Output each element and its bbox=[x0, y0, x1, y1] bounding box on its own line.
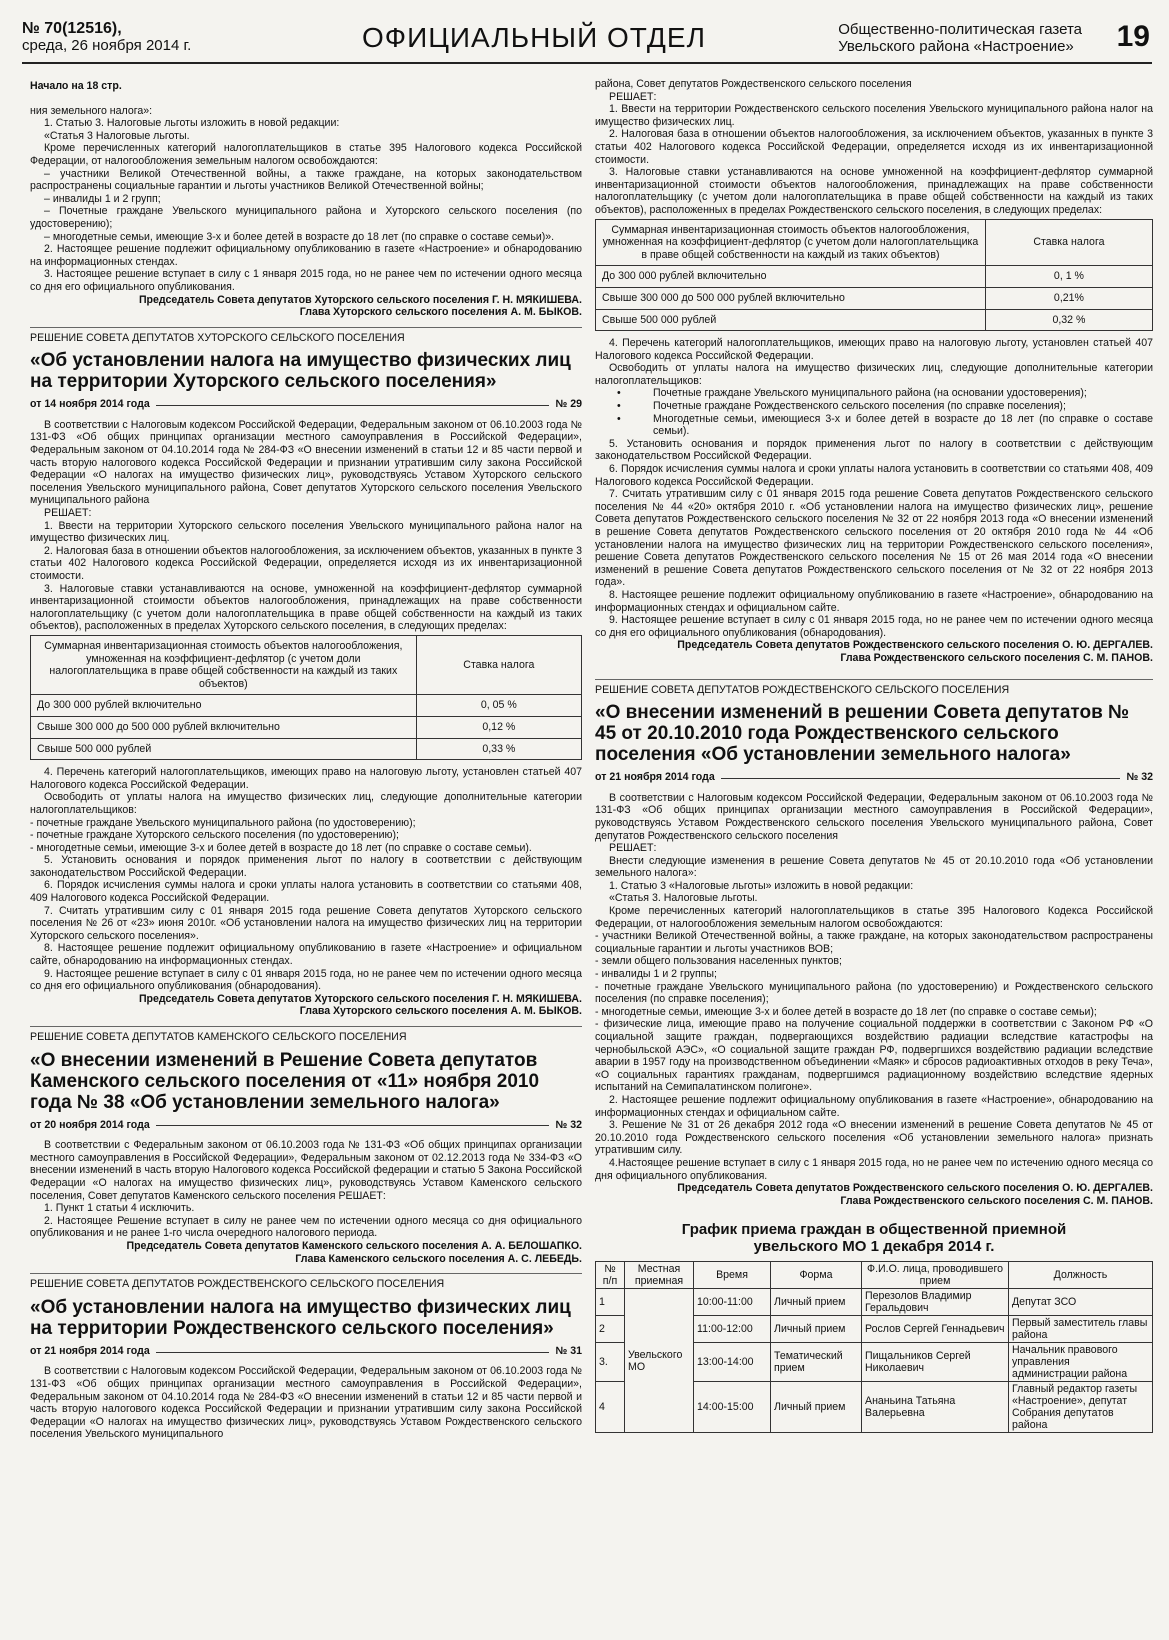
decision-date: от 21 ноября 2014 года bbox=[30, 1344, 150, 1357]
decision-date: от 21 ноября 2014 года bbox=[595, 771, 715, 784]
paragraph: - участники Великой Отечественной войны, а также граждане, на которых законодательством распространены социальные гарантии и льготы участников ВОВ; bbox=[595, 930, 1153, 955]
article-headline: «О внесении изменений в Решение Совета депутатов Каменского сельского поселения от «11» ноября 2010 года № 38 «Об установлении земельного налога» bbox=[30, 1049, 540, 1113]
table-cell: До 300 000 рублей включительно bbox=[31, 695, 417, 717]
tax-rate-table bbox=[30, 635, 582, 760]
decision-date: от 20 ноября 2014 года bbox=[30, 1118, 150, 1131]
table-header: Ставка налога bbox=[416, 635, 581, 694]
paragraph: 9. Настоящее решение вступает в силу с 01 января 2015 года, но не ранее чем по истечении одного месяца со дня его официального опубликования (обнародования). bbox=[595, 614, 1153, 639]
table-cell: 0, 1 % bbox=[985, 266, 1152, 288]
schedule-title-line1: График приема граждан в общественной приемной bbox=[681, 1221, 1067, 1239]
section-kicker: РЕШЕНИЕ СОВЕТА ДЕПУТАТОВ КАМЕНСКОГО СЕЛЬСКОГО ПОСЕЛЕНИЯ bbox=[30, 1026, 582, 1044]
paragraph: – инвалиды 1 и 2 групп; bbox=[44, 192, 161, 205]
table-cell: Свыше 500 000 рублей bbox=[31, 738, 417, 760]
article-headline: «Об установлении налога на имущество физических лиц на территории Хуторского сельского поселения» bbox=[30, 350, 571, 393]
paragraph: 8. Настоящее решение подлежит официальному опубликованию в газете «Настроение» и официальном сайте, обнародованию на информационных стендах. bbox=[30, 942, 582, 968]
paragraph: района, Совет депутатов Рождественского сельского поселения bbox=[595, 78, 912, 90]
table-cell: Личный прием bbox=[771, 1289, 862, 1316]
paragraph: «Статья 3 Налоговые льготы. bbox=[44, 129, 190, 142]
paragraph: - инвалиды 1 и 2 группы; bbox=[595, 968, 717, 981]
section-kicker: РЕШЕНИЕ СОВЕТА ДЕПУТАТОВ ХУТОРСКОГО СЕЛЬСКОГО ПОСЕЛЕНИЯ bbox=[30, 327, 582, 345]
table-cell: Тематический прием bbox=[771, 1343, 862, 1382]
dateline bbox=[30, 1345, 582, 1358]
paragraph: 7. Считать утратившим силу с 01 января 2015 года решение Совета депутатов Рождественского сельского поселения № 44 «20» октября 2010 г. «Об установлении налога на имущество физических лиц», решение Совета депутатов Рождественского сельского поселения № 32 от 22 ноября 2013 года «О внесении изменений в решение Совета депутатов Рождественского сельского поселения от 20 октября 2010 года № 44 «Об установлении налога на имущество физических лиц на территории Рождественского сельского поселения», решение Совета депутатов Рождественского сельского поселения № 15 от 26 мая 2014 года «О внесении изменений в решение Совета депутатов Рождественского сельского поселения от № 32 от 22 ноября 2013 года». bbox=[595, 488, 1153, 589]
paragraph: 8. Настоящее решение подлежит официальному опубликованию в газете «Настроение», обнародованию на информационных стендах и официальном сайте. bbox=[595, 588, 1153, 614]
table-header: № п/п bbox=[596, 1262, 625, 1289]
table-header-row bbox=[596, 1262, 1153, 1289]
table-cell: Депутат ЗСО bbox=[1009, 1289, 1153, 1316]
dateline bbox=[30, 398, 582, 411]
section-kicker: РЕШЕНИЕ СОВЕТА ДЕПУТАТОВ РОЖДЕСТВЕНСКОГО СЕЛЬСКОГО ПОСЕЛЕНИЯ bbox=[595, 679, 1153, 697]
tax-rate-table bbox=[595, 219, 1153, 332]
table-header-row bbox=[31, 635, 582, 694]
paragraph: 6. Порядок исчисления суммы налога и сроки уплаты налога установить в соответствии со статьями 408, 409 Налогового кодекса Российской Федерации. bbox=[30, 879, 582, 905]
dateline-rule bbox=[156, 405, 550, 406]
table-cell: Ананьина Татьяна Валерьевна bbox=[862, 1382, 1009, 1433]
schedule-title bbox=[595, 1221, 1153, 1255]
paragraph: - физические лица, имеющие право на получение социальной поддержки в соответствии с Законом РФ «О социальной защите граждан, подвергающихся воздействию радиации вследствие катастрофы на чернобыльской АЭС», «О социальной защите граждан РФ, подвергшихся воздействию радиации вследствие аварии в 1957 году на производственном объединении «Маяк» и сбросов радиоактивных отходов в реку Теча», «О социальных гарантиях гражданам, подвергшимся радиационному воздействию вследствие ядерных испытаний на Семипалатинском полигоне». bbox=[595, 1018, 1153, 1094]
issue-info bbox=[22, 20, 191, 54]
paragraph: «Статья 3. Налоговые льготы. bbox=[609, 892, 758, 905]
paragraph: Кроме перечисленных категорий налогоплательщиков в статье 395 Налогового Кодекса Российской Федерации, от налогообложения земельным налогом освобождаются: bbox=[595, 905, 1153, 930]
dateline-rule bbox=[156, 1352, 550, 1353]
paragraph: Кроме перечисленных категорий налогоплательщиков в статье 395 Налогового кодекса Российской Федерации, от налогообложения земельным налогом освобождаются: bbox=[30, 142, 582, 167]
table-cell: До 300 000 рублей включительно bbox=[596, 266, 986, 288]
paper-name bbox=[838, 21, 1082, 55]
table-cell: 2 bbox=[596, 1316, 625, 1343]
table-cell: 10:00-11:00 bbox=[694, 1289, 771, 1316]
paragraph: В соответствии с Налоговым кодексом Российской Федерации, Федеральным законом от 06.10.2003 года № 131-ФЗ «Об общих принципах организации местного самоуправления в Российской Федерации», руководствуясь Уставом Рождественского сельского поселения Увельского муниципального района, Совет депутатов Рождественского сельского поселения bbox=[595, 791, 1153, 842]
table-cell: 0,33 % bbox=[416, 738, 581, 760]
paragraph: - почетные граждане Хуторского сельского поселения (по удостоверению); bbox=[30, 829, 399, 842]
table-cell: Пищальников Сергей Николаевич bbox=[862, 1343, 1009, 1382]
table-cell: Личный прием bbox=[771, 1382, 862, 1433]
paragraph: 2. Настоящее решение подлежит официальному опубликования в газете «Настроение», обнародованию на информационных стендах и официальном сайте. bbox=[595, 1093, 1153, 1119]
table-header: Форма bbox=[771, 1262, 862, 1289]
decision-date: от 14 ноября 2014 года bbox=[30, 398, 150, 411]
paper-name-line1: Общественно-политическая газета bbox=[838, 21, 1082, 38]
table-row bbox=[596, 287, 1153, 309]
table-cell: 14:00-15:00 bbox=[694, 1382, 771, 1433]
paragraph: 2. Настоящее Решение вступает в силу не ранее чем по истечении одного месяца со дня официального опубликования и не ранее 1-го числа очередного налогового периода. bbox=[30, 1214, 582, 1240]
paragraph: В соответствии с Налоговым кодексом Российской Федерации, Федеральным законом от 06.10.2003 года № 131-ФЗ «Об общих принципах организации местного самоуправления в Российской Федерации», Федеральным законом от 04.10.2014 года № 284-ФЗ «О внесении изменений в статьи 12 и 85 части первой и часть вторую налогового кодекса Российской Федерации и признании утратившим силу закона Российской Федерации «О налогах на имущество физических лиц», руководствуясь Уставом Рождественского сельского поселения Увельского муниципального bbox=[30, 1365, 582, 1441]
masthead bbox=[22, 16, 1152, 64]
paragraph: – участники Великой Отечественной войны, а также граждане, на которых законодательством распространены социальные гарантии и льготы участников Великой Отечественной войны; bbox=[30, 167, 582, 193]
table-header: Должность bbox=[1009, 1262, 1153, 1289]
paragraph: 4.Настоящее решение вступает в силу с 1 января 2015 года, но не ранее чем по истечению одного месяца со дня официального опубликования. bbox=[595, 1156, 1153, 1182]
dateline bbox=[30, 1119, 582, 1132]
table-cell: Рослов Сергей Геннадьевич bbox=[862, 1316, 1009, 1343]
paragraph: 5. Установить основания и порядок применения льгот по налогу в соответствии с действующим законодательством Российской Федерации. bbox=[595, 437, 1153, 463]
paragraph: - многодетные семьи, имеющие 3-х и более детей в возрасте до 18 лет (по справке о составе семьи). bbox=[30, 841, 532, 854]
left-column bbox=[30, 80, 582, 1441]
paragraph: 6. Порядок исчисления суммы налога и сроки уплаты налога установить в соответствии со статьями 408, 409 Налогового кодекса Российской Федерации. bbox=[595, 463, 1153, 488]
paragraph: 2. Налоговая база в отношении объектов налогообложения, за исключением объектов, указанных в пункте 3 статьи 402 Налогового кодекса Российской Федерации, определяется исходя из их инвентаризационной стоимости. bbox=[30, 544, 582, 582]
table-cell-place: Увельского МО bbox=[625, 1289, 694, 1433]
paragraph: - земли общего пользования населенных пунктов; bbox=[595, 955, 842, 968]
paragraph: 3. Настоящее решение вступает в силу с 1 января 2015 года, но не ранее чем по истечении одного месяца со дня его официального опубликования. bbox=[30, 268, 582, 293]
paragraph: 1. Статью 3. Налоговые льготы изложить в новой редакции: bbox=[44, 117, 340, 130]
signature: Председатель Совета депутатов Хуторского сельского поселения Г. Н. МЯКИШЕВА. bbox=[138, 293, 582, 306]
dateline-rule bbox=[721, 778, 1121, 779]
paragraph: - многодетные семьи, имеющие 3-х и более детей в возрасте до 18 лет (по справке о составе семьи); bbox=[595, 1005, 1097, 1018]
bullet-item: • Многодетные семьи, имеющиеся 3-х и более детей в возрасте до 18 лет (по справке о составе семьи). bbox=[595, 413, 1153, 438]
table-header: Местная приемная bbox=[625, 1262, 694, 1289]
article-headline: «Об установлении налога на имущество физических лиц на территории Рождественского сельского поселения» bbox=[30, 1296, 571, 1339]
paragraph: 5. Установить основания и порядок применения льгот по налогу в соответствии с действующим законодательством Российской Федерации. bbox=[30, 854, 582, 879]
table-cell: Перезолов Владимир Геральдович bbox=[862, 1289, 1009, 1316]
table-row bbox=[596, 309, 1153, 331]
right-column bbox=[595, 78, 1153, 1433]
paragraph: 2. Настоящее решение подлежит официальному опубликованию в газете «Настроение» и обнародованию на информационных стендах. bbox=[30, 243, 582, 268]
bullet-item: • Почетные граждане Рождественского сельского поселения (по справке поселения); bbox=[595, 400, 1153, 413]
table-cell: 0,21% bbox=[985, 287, 1152, 309]
table-cell: 0, 05 % bbox=[416, 695, 581, 717]
paragraph: - почетные граждане Увельского муниципального района (по удостоверению); bbox=[30, 816, 416, 829]
paragraph: ния земельного налога»: bbox=[30, 104, 153, 117]
table-row bbox=[31, 738, 582, 760]
table-header: Суммарная инвентаризационная стоимость объектов налогообложения, умноженная на коэффициент-дефлятор (с учетом доли налогоплательщика в праве общей собственности на каждый из таких объектов) bbox=[31, 635, 417, 694]
issue-number: № 70(12516), bbox=[22, 20, 122, 37]
table-row bbox=[596, 1289, 1153, 1316]
paragraph: 9. Настоящее решение вступает в силу с 01 января 2015 года, но не ранее чем по истечении одного месяца со дня его официального опубликования (обнародования). bbox=[30, 967, 582, 993]
paragraph: - почетные граждане Увельского муниципального района (по удостоверению) и Рождественского сельского поселения (по справке поселения); bbox=[595, 980, 1153, 1006]
paragraph: 4. Перечень категорий налогоплательщиков, имеющих право на налоговую льготу, установлен статьей 407 Налогового кодекса Российской Федерации. bbox=[30, 766, 582, 791]
table-cell: 0,12 % bbox=[416, 716, 581, 738]
decision-number: № 32 bbox=[555, 1118, 582, 1131]
paragraph: В соответствии с Налоговым кодексом Российской Федерации, Федеральным законом от 06.10.2003 года № 131-ФЗ «Об общих принципах организации местного самоуправления в Российской Федерации», Федеральным законом от 04.10.2014 года № 284-ФЗ «О внесении изменений в статьи 12 и 85 части первой и часть вторую налогового кодекса Российской Федерации и признании утратившим силу закона Российской Федерации «О налогах на имущество физических лиц», руководствуясь Уставом Хуторского сельского поселения Увельского муниципального района, Совет депутатов Хуторского сельского поселения Увельского муниципального района bbox=[30, 418, 582, 507]
paragraph: РЕШАЕТ: bbox=[609, 90, 657, 103]
bullet-item: • Почетные граждане Увельского муниципального района (на основании удостоверения); bbox=[595, 387, 1153, 400]
decision-number: № 32 bbox=[1126, 771, 1153, 784]
paragraph: 3. Решение № 31 от 26 декабря 2012 года «О внесении изменений в решение Совета депутатов № 45 от 20.10.2010 года Рождественского сельского поселения «Об установлении земельного налога» признать утратившим силу. bbox=[595, 1119, 1153, 1157]
table-row bbox=[596, 266, 1153, 288]
paragraph: 3. Налоговые ставки устанавливаются на основе, умноженной на коэффициент-дефлятор суммарной инвентаризационной стоимости объектов налогообложения, принадлежащих на праве собственности налогоплательщику (с учетом доли налогоплательщика в праве общей собственности на каждый из таких объектов), расположенных в пределах Хуторского сельского поселения, в следующих пределах: bbox=[30, 582, 582, 633]
paragraph: 1. Ввести на территории Рождественского сельского поселения Увельского муниципального района налог на имущество физических лиц. bbox=[595, 103, 1153, 128]
paragraph: 1. Ввести на территории Хуторского сельского поселения Увельского муниципального района налог на имущество физических лиц. bbox=[30, 519, 582, 545]
table-header: Ставка налога bbox=[985, 219, 1152, 266]
table-cell: 0,32 % bbox=[985, 309, 1152, 331]
table-row bbox=[31, 695, 582, 717]
signature: Глава Хуторского сельского поселения А. М. БЫКОВ. bbox=[299, 306, 582, 319]
signature: Председатель Совета депутатов Каменского сельского поселения А. А. БЕЛОШАПКО. bbox=[126, 1239, 582, 1252]
signature: Глава Рождественского сельского поселения С. М. ПАНОВ. bbox=[840, 651, 1153, 664]
table-header-row bbox=[596, 219, 1153, 266]
signature: Глава Хуторского сельского поселения А. М. БЫКОВ. bbox=[299, 1005, 582, 1018]
table-cell: 11:00-12:00 bbox=[694, 1316, 771, 1343]
reception-schedule-table bbox=[595, 1261, 1153, 1433]
paragraph: 7. Считать утратившим силу с 01 января 2015 года решение Совета депутатов Хуторского сельского поселения № 26 от «23» июня 2010г. «Об установлении налога на имущество физических лиц на территории Хуторского сельского поселения». bbox=[30, 904, 582, 942]
table-cell: Первый заместитель главы района bbox=[1009, 1316, 1153, 1343]
paragraph: 3. Налоговые ставки устанавливаются на основе умноженной на коэффициент-дефлятор суммарной инвентаризационной стоимости объектов налогообложения, принадлежащих на праве собственности налогоплательщику (с учетом доли налогоплательщика в праве общей собственности на каждый из таких объектов), расположенных в пределах Рождественского сельского поселения, в следующих пределах: bbox=[595, 166, 1153, 216]
paragraph: В соответствии с Федеральным законом от 06.10.2003 года № 131-ФЗ «Об общих принципах организации местного самоуправления в Российской Федерации», Федеральным законом от 02.12.2013 года № 334-ФЗ «О внесении изменений в часть вторую Налогового кодекса Российской федерации и статью 5 Закона Российской Федерации «О налогах на имущество физических лиц», руководствуясь Уставом Каменского сельского поселения, Совет депутатов Каменского сельского поселения РЕШАЕТ: bbox=[30, 1139, 582, 1202]
article-headline: «О внесении изменений в решении Совета депутатов № 45 от 20.10.2010 года Рождественского сельского поселения «Об установлении земельного налога» bbox=[595, 702, 1130, 766]
paragraph: – многодетные семьи, имеющие 3-х и более детей в возрасте до 18 лет (по справке о составе семьи)». bbox=[44, 230, 555, 243]
table-header: Время bbox=[694, 1262, 771, 1289]
signature: Председатель Совета депутатов Рождественского сельского поселения О. Ю. ДЕРГАЛЕВ. bbox=[677, 1182, 1153, 1195]
table-cell: 3. bbox=[596, 1343, 625, 1382]
table-cell: Свыше 300 000 до 500 000 рублей включительно bbox=[31, 716, 417, 738]
signature: Глава Каменского сельского поселения А. С. ЛЕБЕДЬ. bbox=[295, 1252, 582, 1265]
paper-name-line2: Увельского района «Настроение» bbox=[838, 38, 1074, 55]
paragraph: Освободить от уплаты налога на имущество физических лиц, следующие дополнительные категории налогоплательщиков: bbox=[30, 791, 582, 816]
table-cell: 1 bbox=[596, 1289, 625, 1316]
section-title: ОФИЦИАЛЬНЫЙ ОТДЕЛ bbox=[362, 22, 706, 53]
continuation-note: Начало на 18 стр. bbox=[30, 80, 122, 92]
dateline bbox=[595, 771, 1153, 784]
signature: Председатель Совета депутатов Хуторского сельского поселения Г. Н. МЯКИШЕВА. bbox=[138, 992, 582, 1005]
signature: Глава Рождественского сельского поселения С. М. ПАНОВ. bbox=[840, 1194, 1153, 1207]
paragraph: 4. Перечень категорий налогоплательщиков, имеющих право на налоговую льготу, установлен статьей 407 Налогового кодекса Российской Федерации. bbox=[595, 337, 1153, 362]
paragraph: РЕШАЕТ: bbox=[609, 842, 657, 855]
table-row bbox=[31, 716, 582, 738]
table-header: Суммарная инвентаризационная стоимость объектов налогообложения, умноженная на коэффициент-дефлятор (с учетом доли налогоплательщика в праве общей собственности на каждый из таких объектов) bbox=[596, 219, 986, 266]
table-header: Ф.И.О. лица, проводившего прием bbox=[862, 1262, 1009, 1289]
paragraph: 1. Статью 3 «Налоговые льготы» изложить в новой редакции: bbox=[609, 879, 914, 892]
table-cell: 4 bbox=[596, 1382, 625, 1433]
schedule-title-line2: увельского МО 1 декабря 2014 г. bbox=[753, 1238, 995, 1256]
decision-number: № 31 bbox=[555, 1344, 582, 1357]
paragraph: РЕШАЕТ: bbox=[44, 507, 92, 520]
signature: Председатель Совета депутатов Рождественского сельского поселения О. Ю. ДЕРГАЛЕВ. bbox=[677, 639, 1153, 652]
paragraph: Внести следующие изменения в решение Совета депутатов № 45 от 20.10.2010 года «Об установлении земельного налога»: bbox=[595, 854, 1153, 880]
decision-number: № 29 bbox=[555, 398, 582, 411]
page-number: 19 bbox=[1116, 20, 1150, 53]
paragraph: 2. Налоговая база в отношении объектов налогообложения, за исключением объектов, указанных в пункте 3 статьи 402 Налогового кодекса Российской Федерации, определяется исходя из их инвентаризационной стоимости. bbox=[595, 128, 1153, 166]
dateline-rule bbox=[156, 1125, 550, 1126]
paragraph: – Почетные граждане Увельского муниципального района и Хуторского сельского поселения (по удостоверению); bbox=[30, 205, 582, 230]
table-cell: Личный прием bbox=[771, 1316, 862, 1343]
paragraph: Освободить от уплаты налога на имущество физических лиц, следующие дополнительные категории налогоплательщиков: bbox=[595, 362, 1153, 387]
table-cell: 13:00-14:00 bbox=[694, 1343, 771, 1382]
section-kicker: РЕШЕНИЕ СОВЕТА ДЕПУТАТОВ РОЖДЕСТВЕНСКОГО СЕЛЬСКОГО ПОСЕЛЕНИЯ bbox=[30, 1273, 582, 1291]
table-cell: Начальник правового управления администрации района bbox=[1009, 1343, 1153, 1382]
article-continued bbox=[30, 105, 582, 319]
paragraph: 1. Пункт 1 статьи 4 исключить. bbox=[44, 1202, 195, 1215]
table-cell: Свыше 300 000 до 500 000 рублей включительно bbox=[596, 287, 986, 309]
table-cell: Главный редактор газеты «Настроение», депутат Собрания депутатов района bbox=[1009, 1382, 1153, 1433]
issue-date: среда, 26 ноября 2014 г. bbox=[22, 37, 192, 54]
table-cell: Свыше 500 000 рублей bbox=[596, 309, 986, 331]
